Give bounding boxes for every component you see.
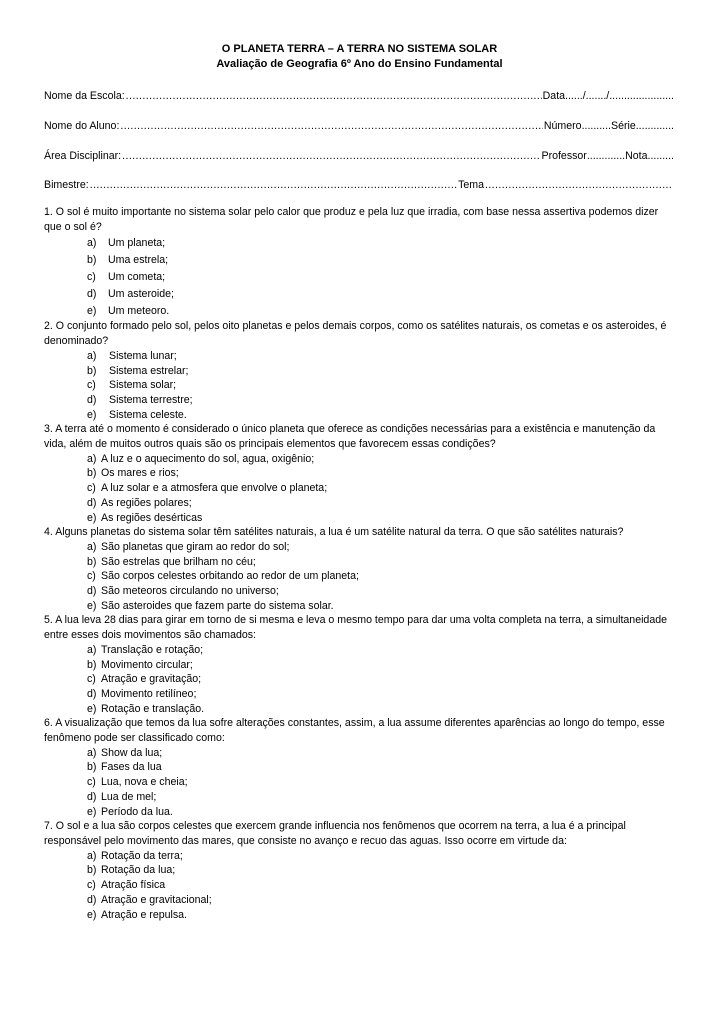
- answer-option[interactable]: [44, 393, 674, 408]
- answer-option[interactable]: [44, 863, 674, 878]
- option-letter: e): [87, 511, 97, 524]
- option-letter: c): [87, 879, 96, 892]
- question-text: 6. A visualização que temos da lua sofre alterações constantes, assim, a lua assume diferentes aparências ao longo do tempo, esse fenômeno pode ser classificado como:: [44, 717, 665, 745]
- student-blank[interactable]: [120, 119, 542, 133]
- answer-option[interactable]: [44, 452, 674, 467]
- option-letter: d): [87, 893, 97, 906]
- question-text: 2. O conjunto formado pelo sol, pelos oito planetas e pelos demais corpos, como os satélites naturais, os cometas e os asteroides, é denominado?: [44, 320, 667, 348]
- option-text: Rotação e translação.: [101, 702, 205, 715]
- number-label: Número: [543, 120, 582, 132]
- option-text: Atração e gravitação;: [101, 673, 202, 686]
- school-label: Nome da Escola:: [44, 90, 125, 102]
- term-blank[interactable]: [90, 178, 457, 192]
- option-letter: b): [87, 658, 97, 671]
- option-letter: b): [87, 864, 97, 877]
- answer-option[interactable]: [44, 286, 674, 303]
- option-letter: e): [87, 805, 97, 818]
- option-letter: d): [87, 496, 97, 509]
- exam-header: [0, 42, 719, 72]
- option-letter: c): [87, 482, 96, 495]
- student-label: Nome do Aluno:: [44, 120, 120, 132]
- option-letter: a): [87, 349, 97, 362]
- answer-option[interactable]: [44, 672, 674, 687]
- answer-option[interactable]: [44, 481, 674, 496]
- question-1: [44, 205, 674, 319]
- answer-option[interactable]: [44, 746, 674, 761]
- score-label: Nota: [625, 150, 648, 162]
- option-letter: d): [87, 790, 97, 803]
- option-text: Show da lua;: [101, 746, 163, 759]
- option-text: Um meteoro.: [108, 304, 170, 317]
- date-month-blank[interactable]: .......: [585, 90, 607, 102]
- option-text: Rotação da terra;: [101, 849, 183, 862]
- option-letter: a): [87, 237, 97, 250]
- area-label: Área Disciplinar:: [44, 150, 122, 162]
- question-2: [44, 319, 674, 422]
- option-text: As regiões polares;: [101, 496, 192, 509]
- answer-option[interactable]: [44, 790, 674, 805]
- exam-subtitle: Avaliação de Geografia 6º Ano do Ensino Fundamental: [216, 58, 503, 70]
- answer-option[interactable]: [44, 760, 674, 775]
- answer-option[interactable]: [44, 893, 674, 908]
- answer-option[interactable]: [44, 775, 674, 790]
- option-letter: d): [87, 393, 97, 406]
- option-text: São asteroides que fazem parte do sistema solar.: [101, 599, 334, 612]
- date-year-blank[interactable]: ......................: [609, 90, 674, 102]
- answer-option[interactable]: [44, 378, 674, 393]
- option-letter: a): [87, 849, 97, 862]
- option-text: Período da lua.: [101, 805, 173, 818]
- question-6: [44, 716, 674, 819]
- answer-option[interactable]: [44, 584, 674, 599]
- teacher-blank[interactable]: .............: [586, 150, 626, 162]
- option-letter: c): [87, 673, 96, 686]
- answer-option[interactable]: [44, 908, 674, 923]
- student-field-row: [44, 119, 674, 133]
- option-letter: e): [87, 599, 97, 612]
- option-text: Rotação da lua;: [101, 864, 176, 877]
- option-text: Lua, nova e cheia;: [101, 776, 188, 789]
- option-text: São estrelas que brilham no céu;: [101, 555, 256, 568]
- term-label: Bimestre:: [44, 179, 89, 191]
- option-text: Fases da lua: [101, 761, 162, 774]
- date-separator: /: [582, 90, 586, 102]
- option-text: São planetas que giram ao redor do sol;: [101, 540, 290, 553]
- grade-label: Série: [611, 120, 636, 132]
- option-letter: b): [87, 364, 97, 377]
- option-letter: b): [87, 761, 97, 774]
- answer-option[interactable]: [44, 252, 674, 269]
- answer-option[interactable]: [44, 878, 674, 893]
- option-letter: b): [87, 555, 97, 568]
- option-text: Sistema celeste.: [109, 408, 187, 421]
- answer-option[interactable]: [44, 569, 674, 584]
- school-blank[interactable]: [126, 89, 542, 103]
- answer-option[interactable]: [44, 349, 674, 364]
- teacher-label: Professor: [541, 150, 587, 162]
- area-blank[interactable]: [122, 149, 540, 163]
- option-letter: d): [87, 585, 97, 598]
- question-4: [44, 525, 674, 613]
- answer-option[interactable]: [44, 269, 674, 286]
- option-text: A luz e o aquecimento do sol, agua, oxigênio;: [101, 452, 315, 465]
- option-letter: e): [87, 408, 97, 421]
- option-text: Os mares e rios;: [101, 467, 179, 480]
- question-text: 4. Alguns planetas do sistema solar têm satélites naturais, a lua é um satélite natural da terra. O que são satélites naturais?: [44, 526, 624, 539]
- answer-option[interactable]: [44, 235, 674, 252]
- score-blank[interactable]: .........: [647, 150, 674, 162]
- option-letter: a): [87, 452, 97, 465]
- question-text: 1. O sol é muito importante no sistema solar pelo calor que produz e pela luz que irradia, com base nessa assertiva podemos dizer que o sol é?: [44, 206, 659, 233]
- answer-option[interactable]: [44, 511, 674, 526]
- option-text: As regiões desérticas: [101, 511, 203, 524]
- option-text: Uma estrela;: [108, 254, 169, 267]
- option-text: Atração e gravitacional;: [101, 893, 212, 906]
- option-text: Um planeta;: [108, 237, 166, 250]
- option-letter: d): [87, 687, 97, 700]
- answer-option[interactable]: [44, 599, 674, 614]
- option-letter: c): [87, 776, 96, 789]
- answer-option[interactable]: [44, 555, 674, 570]
- school-field-row: [44, 89, 674, 103]
- option-letter: d): [87, 287, 97, 300]
- date-label: Data: [542, 90, 566, 102]
- answer-option[interactable]: [44, 303, 674, 320]
- option-letter: a): [87, 746, 97, 759]
- option-text: Sistema terrestre;: [109, 393, 193, 406]
- option-text: Movimento circular;: [101, 658, 193, 671]
- option-text: A luz solar e a atmosfera que envolve o planeta;: [101, 482, 328, 495]
- answer-option[interactable]: [44, 702, 674, 717]
- option-letter: e): [87, 908, 97, 921]
- theme-label: Tema: [458, 179, 484, 191]
- option-letter: e): [87, 702, 97, 715]
- option-text: São corpos celestes orbitando ao redor de um planeta;: [101, 570, 359, 583]
- option-text: São meteoros circulando no universo;: [101, 585, 279, 598]
- question-text: 7. O sol e a lua são corpos celestes que exercem grande influencia nos fenômenos que ocorrem na terra, a lua é a principal responsável pelo movimento das mares, que consiste no avanço e recuo das aguas. Isso ocorre em virtude da:: [44, 820, 626, 847]
- answer-option[interactable]: [44, 805, 674, 820]
- option-letter: c): [87, 570, 96, 583]
- option-text: Atração física: [101, 879, 166, 892]
- answer-option[interactable]: [44, 496, 674, 511]
- answer-option[interactable]: [44, 643, 674, 658]
- option-text: Sistema lunar;: [109, 349, 177, 362]
- option-letter: b): [87, 467, 97, 480]
- area-field-row: [44, 149, 674, 163]
- question-text: 3. A terra até o momento é considerado o único planeta que oferece as condições necessárias para a existência e manutenção da vida, além de muitos outros quais são os principais elementos que favorecem essas condições?: [44, 423, 656, 451]
- number-blank[interactable]: ..........: [581, 120, 611, 132]
- option-text: Sistema estrelar;: [109, 364, 189, 377]
- answer-option[interactable]: [44, 658, 674, 673]
- question-7: [44, 819, 674, 922]
- date-separator: /: [606, 90, 610, 102]
- question-3: [44, 422, 674, 525]
- answer-option[interactable]: [44, 408, 674, 423]
- date-day-blank[interactable]: ......: [565, 90, 583, 102]
- answer-option[interactable]: [44, 466, 674, 481]
- option-text: Movimento retilíneo;: [101, 687, 197, 700]
- question-5: [44, 613, 674, 716]
- option-letter: b): [87, 254, 97, 267]
- answer-option[interactable]: [44, 849, 674, 864]
- option-text: Atração e repulsa.: [101, 908, 187, 921]
- answer-option[interactable]: [44, 364, 674, 379]
- option-letter: e): [87, 304, 97, 317]
- option-letter: a): [87, 643, 97, 656]
- option-text: Um asteroide;: [108, 287, 174, 300]
- option-text: Sistema solar;: [109, 379, 177, 392]
- grade-blank[interactable]: .............: [635, 120, 674, 132]
- question-text: 5. A lua leva 28 dias para girar em torno de si mesma e leva o mesmo tempo para dar uma volta completa na terra, a simultaneidade entre esses dois movimentos são chamados:: [44, 614, 668, 642]
- option-letter: c): [87, 379, 96, 392]
- theme-blank[interactable]: [485, 178, 673, 192]
- option-text: Lua de mel;: [101, 790, 157, 803]
- questions-section: [44, 205, 674, 922]
- term-field-row: [44, 178, 674, 192]
- option-text: Um cometa;: [108, 271, 166, 283]
- answer-option[interactable]: [44, 540, 674, 555]
- option-letter: a): [87, 540, 97, 553]
- answer-option[interactable]: [44, 687, 674, 702]
- exam-title: O PLANETA TERRA – A TERRA NO SISTEMA SOLAR: [221, 43, 498, 55]
- option-text: Translação e rotação;: [101, 643, 204, 656]
- option-letter: c): [87, 271, 96, 283]
